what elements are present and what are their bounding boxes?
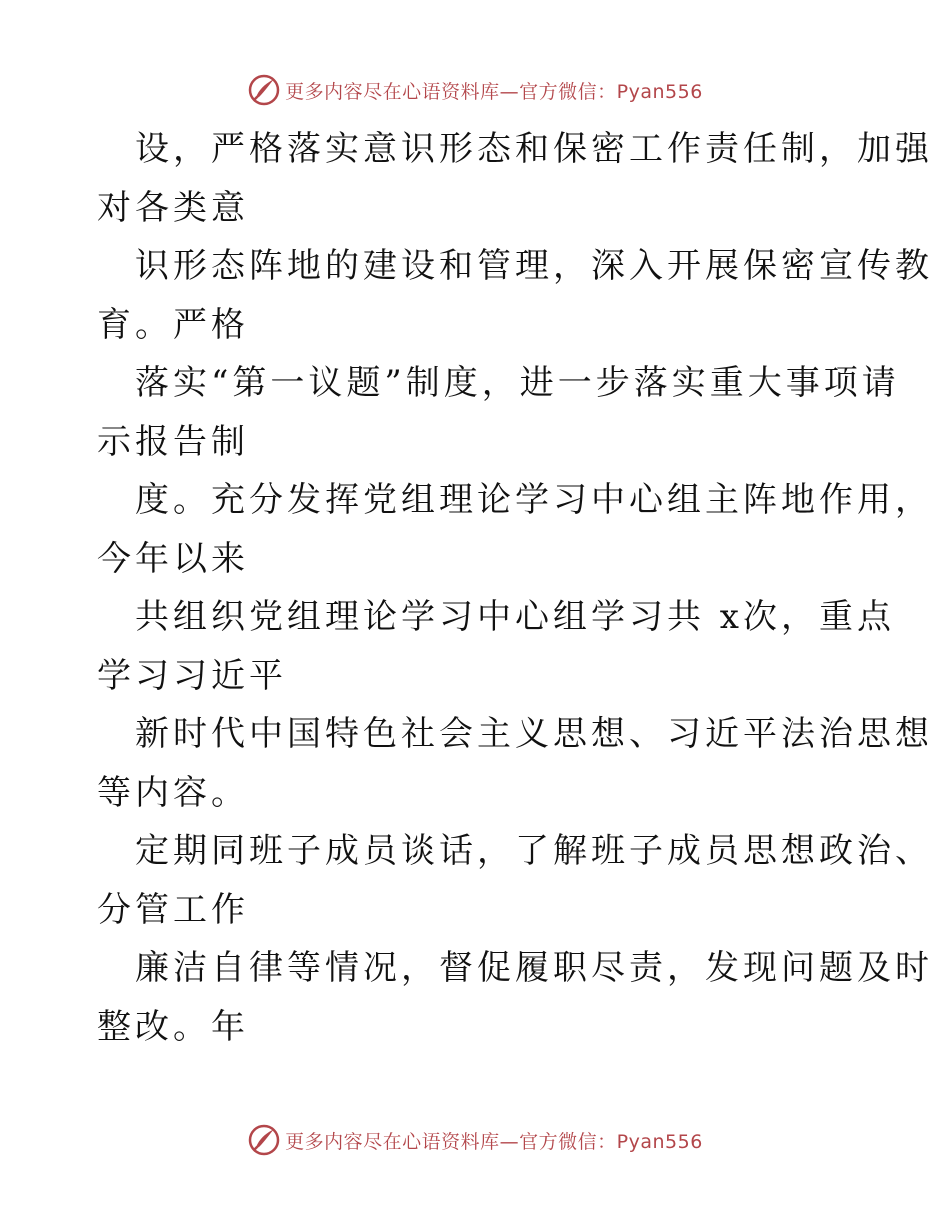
text-line: 育。严格 xyxy=(97,304,249,345)
text-line: 今年以来 xyxy=(97,538,249,579)
banner-text: 更多内容尽在心语资料库—官方微信：Pyan556 xyxy=(285,80,703,103)
logo-icon xyxy=(247,73,281,107)
text-line: 整改。年 xyxy=(97,1006,249,1047)
text-line: 定期同班子成员谈话，了解班子成员思想政治、 xyxy=(135,831,933,871)
logo-icon xyxy=(247,1123,281,1157)
header-banner xyxy=(0,70,950,110)
text-line: 度。充分发挥党组理论学习中心组主阵地作用， xyxy=(135,480,933,520)
text-line: 分管工作 xyxy=(97,889,249,930)
text-line: 共组织党组理论学习中心组学习共 x次，重点 xyxy=(135,597,895,637)
document-body xyxy=(97,120,933,1056)
text-line: 设，严格落实意识形态和保密工作责任制，加强 xyxy=(135,129,933,169)
text-line: 廉洁自律等情况，督促履职尽责，发现问题及时 xyxy=(135,948,933,988)
text-line: 新时代中国特色社会主义思想、习近平法治思想 xyxy=(135,714,933,754)
text-line: 等内容。 xyxy=(97,772,249,813)
text-line: 学习习近平 xyxy=(97,655,287,696)
text-line: 识形态阵地的建设和管理，深入开展保密宣传教 xyxy=(135,246,933,286)
text-line: 示报告制 xyxy=(97,421,249,462)
footer-banner xyxy=(0,1120,950,1160)
text-line: 落实“第一议题”制度，进一步落实重大事项请 xyxy=(135,363,900,403)
text-line: 对各类意 xyxy=(97,187,249,228)
banner-text: 更多内容尽在心语资料库—官方微信：Pyan556 xyxy=(285,1130,703,1153)
